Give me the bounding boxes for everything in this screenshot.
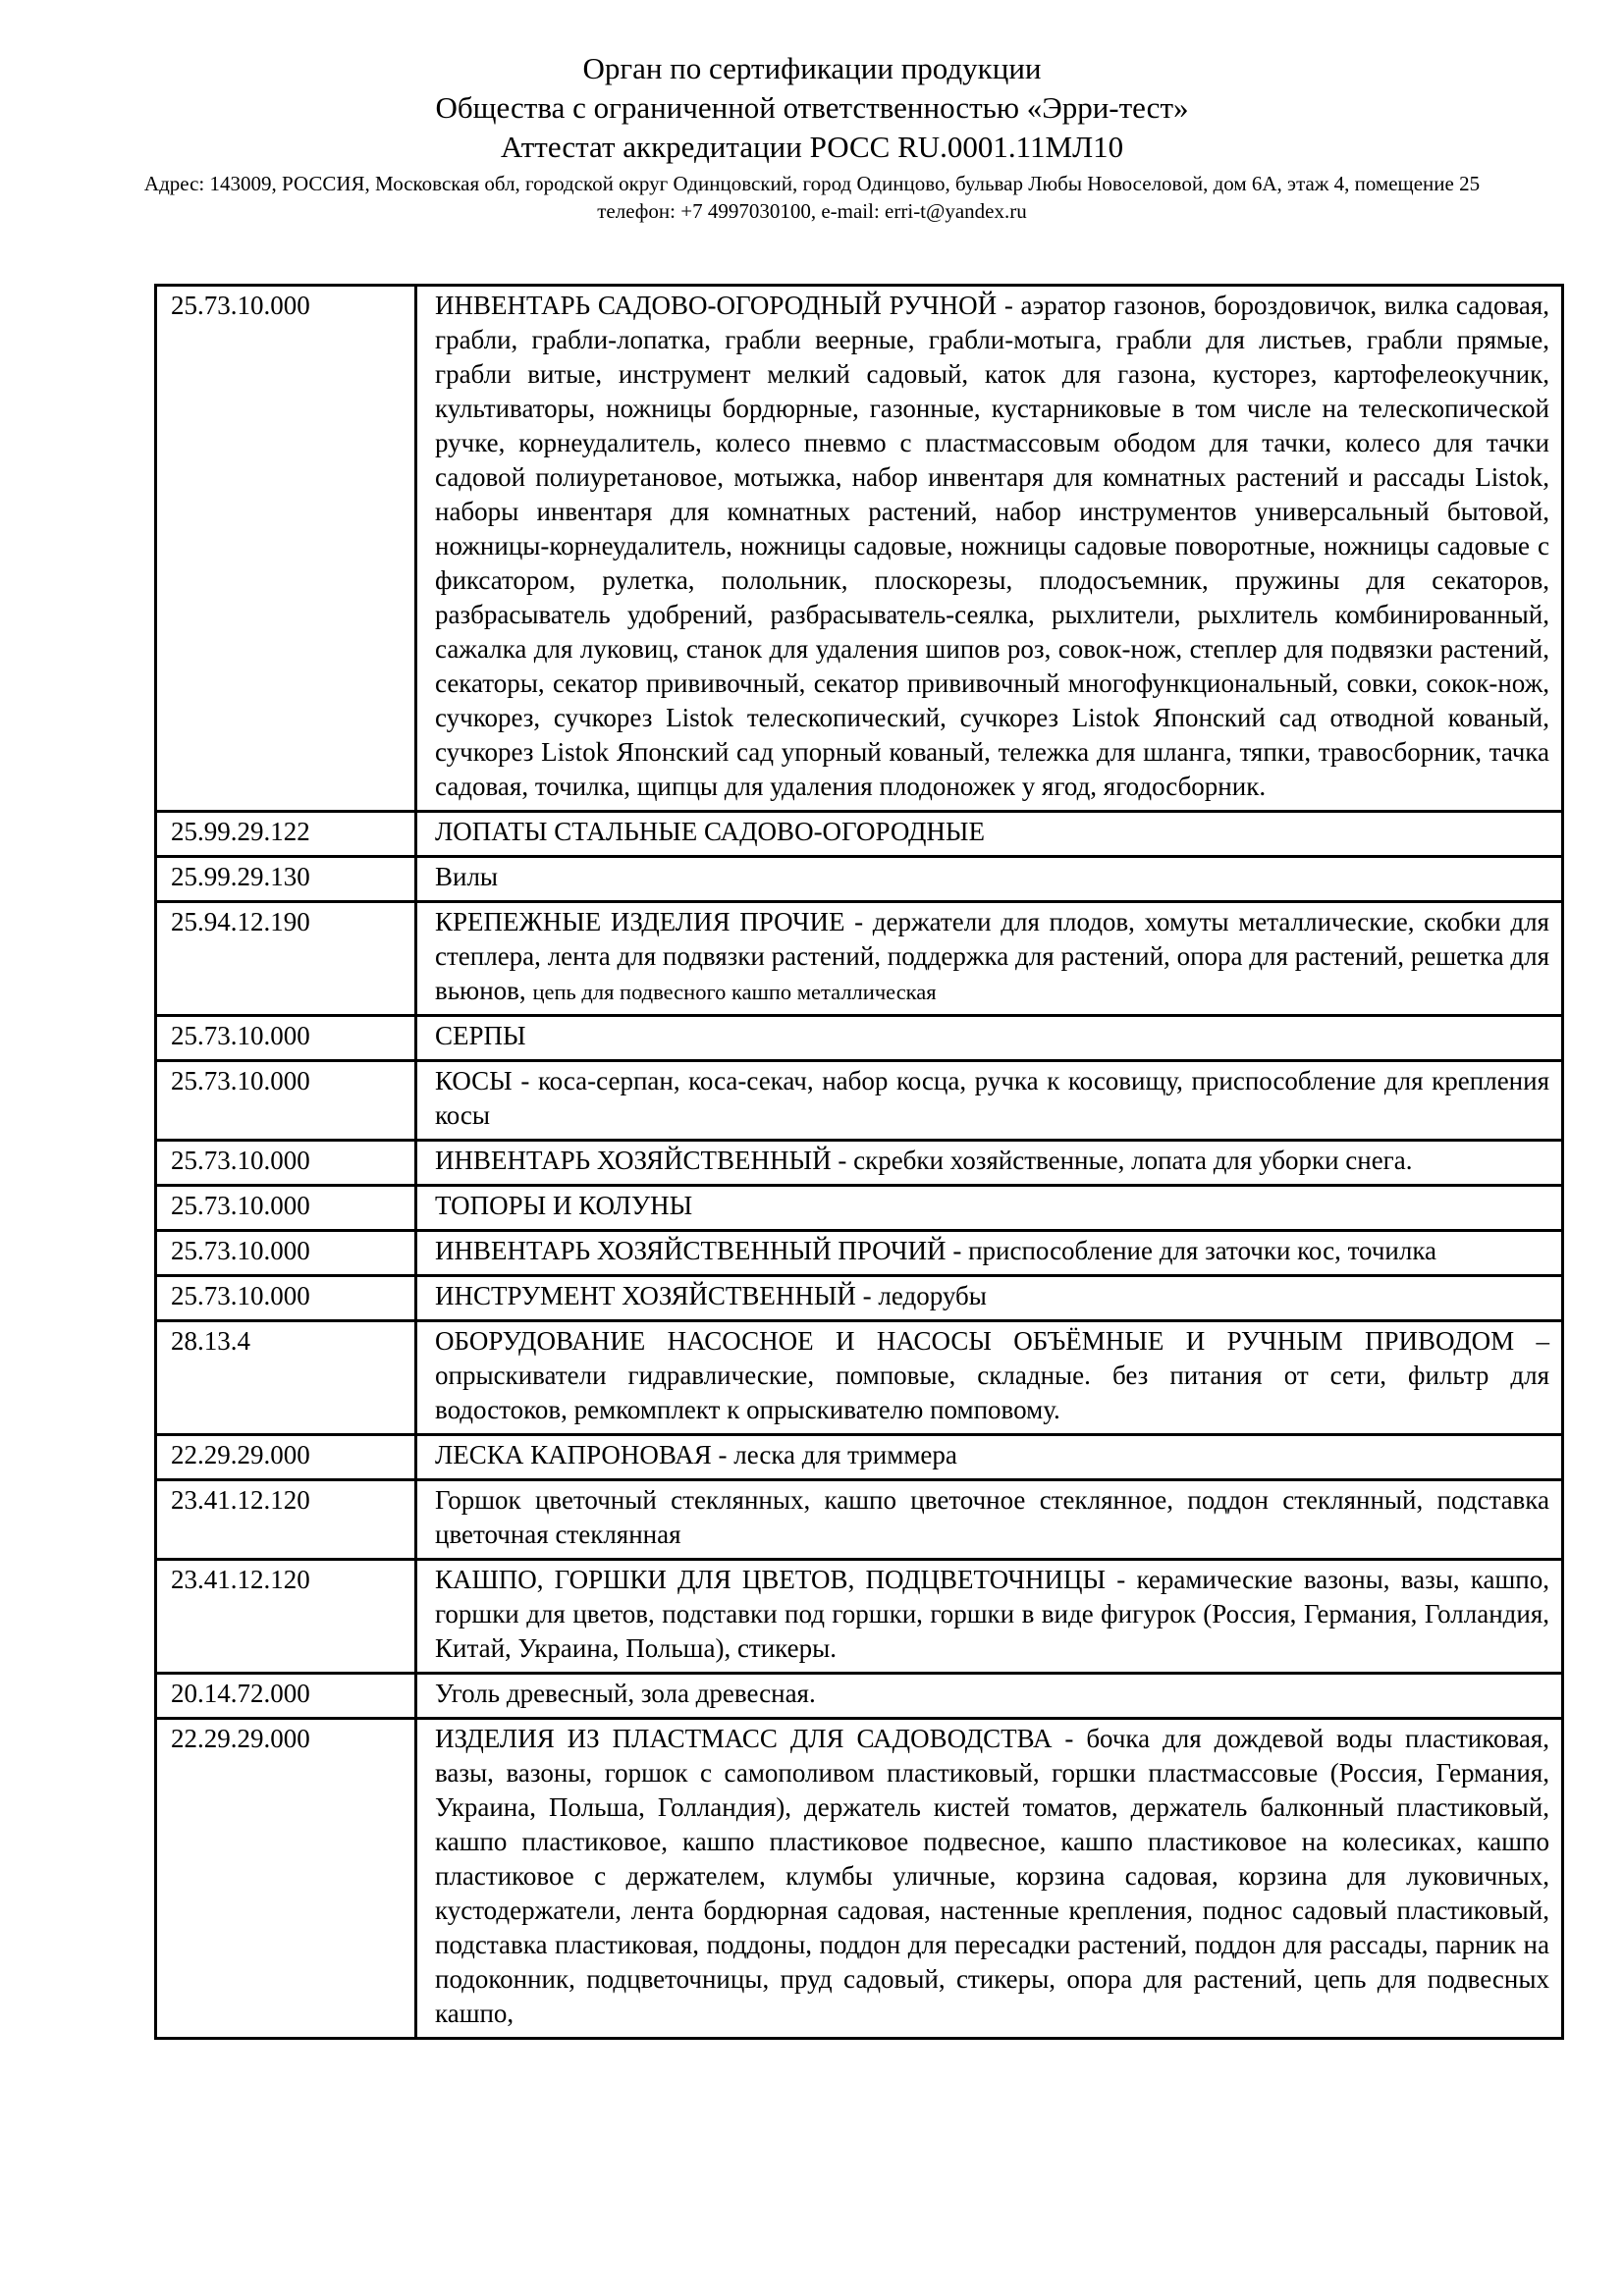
row-items: приспособление для заточки кос, точилка — [968, 1236, 1437, 1265]
table-row — [156, 1674, 1563, 1719]
row-title: ИНВЕНТАРЬ ХОЗЯЙСТВЕННЫЙ ПРОЧИЙ — [435, 1236, 947, 1265]
row-items: керамические вазоны, вазы, кашпо, горшки для цветов, подставки под горшки, горшки в виде фигурок (Россия, Германия, Голландия, Китай, Украина, Польша), стикеры. — [435, 1565, 1549, 1663]
row-title: ИНВЕНТАРЬ САДОВО-ОГОРОДНЫЙ РУЧНОЙ — [435, 291, 998, 320]
row-code: 20.14.72.000 — [156, 1674, 416, 1719]
row-description — [416, 1480, 1563, 1560]
row-code: 23.41.12.120 — [156, 1560, 416, 1674]
row-title: КАШПО, ГОРШКИ ДЛЯ ЦВЕТОВ, ПОДЦВЕТОЧНИЦЫ — [435, 1565, 1107, 1594]
row-separator: - — [512, 1066, 538, 1095]
row-title: ЛЕСКА КАПРОНОВАЯ — [435, 1440, 712, 1469]
row-code: 25.73.10.000 — [156, 1276, 416, 1321]
row-description — [416, 857, 1563, 902]
row-code: 25.73.10.000 — [156, 1141, 416, 1186]
row-description — [416, 1674, 1563, 1719]
row-items: опрыскиватели гидравлические, помповые, складные. без питания от сети, фильтр для водостоков, ремкомплект к опрыскивателю помповому. — [435, 1361, 1549, 1424]
row-code: 28.13.4 — [156, 1321, 416, 1435]
row-code: 25.73.10.000 — [156, 1231, 416, 1276]
row-description — [416, 1061, 1563, 1141]
row-items-small: цепь для подвесного кашпо металлическая — [532, 980, 937, 1004]
row-title: ИНСТРУМЕНТ ХОЗЯЙСТВЕННЫЙ — [435, 1281, 856, 1310]
row-items: коса-серпан, коса-секач, набор косца, ручка к косовищу, приспособление для крепления косы — [435, 1066, 1549, 1130]
table-row — [156, 1186, 1563, 1231]
row-title: КОСЫ — [435, 1066, 513, 1095]
products-table — [154, 284, 1564, 2040]
row-description — [416, 1719, 1563, 2039]
table-row — [156, 812, 1563, 857]
row-items: ледорубы — [878, 1281, 987, 1310]
row-code: 25.94.12.190 — [156, 902, 416, 1016]
row-separator: - — [831, 1146, 854, 1175]
table-row — [156, 1719, 1563, 2039]
table-row — [156, 1480, 1563, 1560]
row-title: ИНВЕНТАРЬ ХОЗЯЙСТВЕННЫЙ — [435, 1146, 832, 1175]
row-description — [416, 1276, 1563, 1321]
row-code: 25.73.10.000 — [156, 1186, 416, 1231]
row-items: Вилы — [435, 862, 499, 891]
header-org-name: Общества с ограниченной ответственностью «Эрри-тест» — [435, 90, 1189, 125]
row-description — [416, 1186, 1563, 1231]
row-separator: - — [1052, 1724, 1087, 1753]
row-title: ТОПОРЫ И КОЛУНЫ — [435, 1191, 693, 1220]
row-code: 25.73.10.000 — [156, 1061, 416, 1141]
row-title: СЕРПЫ — [435, 1021, 526, 1050]
row-code: 25.99.29.122 — [156, 812, 416, 857]
row-title: ИЗДЕЛИЯ ИЗ ПЛАСТМАСС ДЛЯ САДОВОДСТВА — [435, 1724, 1053, 1753]
row-items: скребки хозяйственные, лопата для уборки снега. — [853, 1146, 1413, 1175]
row-description — [416, 1016, 1563, 1061]
row-separator: - — [1106, 1565, 1137, 1594]
row-description — [416, 1321, 1563, 1435]
row-title: КРЕПЕЖНЫЕ ИЗДЕЛИЯ ПРОЧИЕ — [435, 907, 845, 936]
table-row — [156, 857, 1563, 902]
row-code: 23.41.12.120 — [156, 1480, 416, 1560]
table-row — [156, 1560, 1563, 1674]
table-row — [156, 1141, 1563, 1186]
row-description — [416, 1231, 1563, 1276]
header-address: Адрес: 143009, РОССИЯ, Московская обл, городской округ Одинцовский, город Одинцово, бульвар Любы Новоселовой, дом 6А, этаж 4, помещение 25 — [143, 172, 1481, 195]
row-items: леска для триммера — [733, 1440, 957, 1469]
row-title: ЛОПАТЫ СТАЛЬНЫЕ САДОВО-ОГОРОДНЫЕ — [435, 817, 985, 846]
row-description — [416, 286, 1563, 812]
table-row — [156, 1321, 1563, 1435]
row-title: ОБОРУДОВАНИЕ НАСОСНОЕ И НАСОСЫ ОБЪЁМНЫЕ И РУЧНЫМ ПРИВОДОМ — [435, 1326, 1515, 1356]
row-separator: - — [855, 1281, 879, 1310]
header-accreditation: Аттестат аккредитации РОСС RU.0001.11МЛ10 — [500, 130, 1124, 164]
table-row — [156, 1231, 1563, 1276]
row-separator: - — [711, 1440, 734, 1469]
row-separator: - — [946, 1236, 969, 1265]
row-items: аэратор газонов, бороздовичок, вилка садовая, грабли, грабли-лопатка, грабли веерные, грабли-мотыга, грабли для листьев, грабли прямые, грабли витые, инструмент мелкий садовый, каток для газона, кусторез, картофелеокучник, культиваторы, ножницы бордюрные, газонные, кустарниковые в том числе на телескопической ручке, корнеудалитель, колесо пневмо с пластмассовым ободом для тачки, колесо для тачки садовой полиуретановое, мотыжка, набор инвентаря для комнатных растений и рассады Listok, наборы инвентаря для комнатных растений, набор инструментов универсальный бытовой, ножницы-корнеудалитель, ножницы садовые, ножницы садовые поворотные, ножницы садовые с фиксатором, рулетка, полольник, плоскорезы, плодосъемник, пружины для секаторов, разбрасыватель удобрений, разбрасыватель-сеялка, рыхлители, рыхлитель комбинированный, сажалка для луковиц, станок для удаления шипов роз, совок-нож, степлер для подвязки растений, секаторы, секатор прививочный, секатор прививочный многофункциональный, совки, сокок-нож, сучкорез, сучкорез Listok телескопический, сучкорез Listok Японский сад отводной кованый, сучкорез Listok Японский сад упорный кованый, тележка для шланга, тяпки, травосборник, тачка садовая, точилка, щипцы для удаления плодоножек у ягод, ягодосборник. — [435, 291, 1550, 801]
row-code: 25.73.10.000 — [156, 1016, 416, 1061]
row-code: 25.73.10.000 — [156, 286, 416, 812]
table-row — [156, 1435, 1563, 1480]
row-separator: - — [997, 291, 1021, 320]
header-contact: телефон: +7 4997030100, e-mail: erri-t@yandex.ru — [597, 199, 1027, 223]
row-description — [416, 1435, 1563, 1480]
row-code: 25.99.29.130 — [156, 857, 416, 902]
row-description — [416, 812, 1563, 857]
document-header — [0, 0, 1624, 225]
row-separator: - — [844, 907, 873, 936]
table-row — [156, 902, 1563, 1016]
row-code: 22.29.29.000 — [156, 1435, 416, 1480]
table-row — [156, 1016, 1563, 1061]
row-items: бочка для дождевой воды пластиковая, вазы, вазоны, горшок с самополивом пластиковый, горшки пластмассовые (Россия, Германия, Украина, Польша, Голландия), держатель кистей томатов, держатель балконный пластиковый, кашпо пластиковое, кашпо пластиковое подвесное, кашпо пластиковое на колесиках, кашпо пластиковое с держателем, клумбы уличные, корзина садовая, корзина для луковичных, кустодержатели, лента бордюрная садовая, настенные крепления, поднос садовый пластиковый, подставка пластиковая, поддоны, поддон для пересадки растений, поддон для рассады, парник на подоконник, подцветочницы, пруд садовый, стикеры, опора для растений, цепь для подвесных кашпо, — [435, 1724, 1549, 2028]
row-items: держатели для плодов, хомуты металлические, скобки для степлера, лента для подвязки растений, поддержка для растений, опора для растений, решетка для вьюнов, — [435, 907, 1549, 1005]
row-items: Горшок цветочный стеклянных, кашпо цветочное стеклянное, поддон стеклянный, подставка цветочная стеклянная — [435, 1485, 1549, 1549]
table-row — [156, 1276, 1563, 1321]
table-body — [156, 286, 1563, 2039]
table-row — [156, 1061, 1563, 1141]
row-items: Уголь древесный, зола древесная. — [435, 1679, 816, 1708]
table-row — [156, 286, 1563, 812]
header-org-type: Орган по сертификации продукции — [582, 51, 1042, 85]
row-description — [416, 1141, 1563, 1186]
row-description — [416, 1560, 1563, 1674]
row-description — [416, 902, 1563, 1016]
row-code: 22.29.29.000 — [156, 1719, 416, 2039]
row-separator: – — [1514, 1326, 1549, 1356]
